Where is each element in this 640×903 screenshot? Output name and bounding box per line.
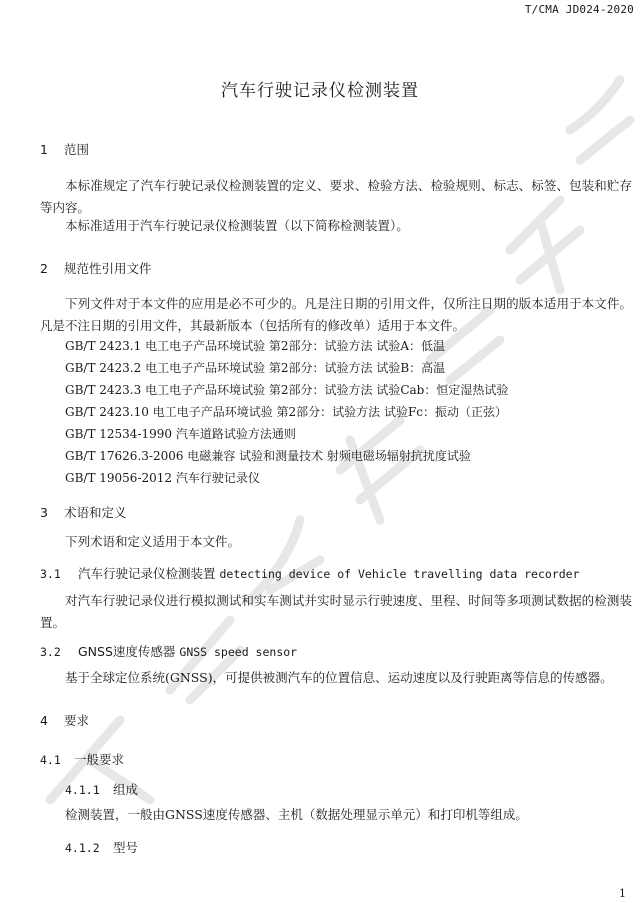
subsection-number: 4.1.1 <box>65 783 100 797</box>
term-title-en: GNSS speed sensor <box>179 645 298 659</box>
page-title: 汽车行驶记录仪检测装置 <box>221 81 419 101</box>
reference-item: GB/T 2423.1 电工电子产品环境试验 第2部分：试验方法 试验A：低温 <box>65 339 446 353</box>
reference-item: GB/T 2423.2 电工电子产品环境试验 第2部分：试验方法 试验B：高温 <box>65 361 446 375</box>
section-number: 4 <box>40 713 48 728</box>
page-number: 1 <box>619 887 626 900</box>
term-heading-3-1 <box>40 564 580 582</box>
reference-item: GB/T 17626.3-2006 电磁兼容 试验和测量技术 射频电磁场辐射抗扰度试验 <box>65 449 471 463</box>
section-heading-2 <box>40 259 152 277</box>
section-number: 3 <box>40 505 48 520</box>
reference-item: GB/T 19056-2012 汽车行驶记录仪 <box>65 471 260 485</box>
subsection-number: 4.1.2 <box>65 841 100 855</box>
term-title-cn: 汽车行驶记录仪检测装置 <box>78 566 216 581</box>
reference-item: GB/T 2423.3 电工电子产品环境试验 第2部分：试验方法 试验Cab：恒定湿热试验 <box>65 383 509 397</box>
section-number: 2 <box>40 261 48 276</box>
paragraph-terms-intro: 下列术语和定义适用于本文件。 <box>65 534 241 549</box>
section-title: 规范性引用文件 <box>64 261 152 276</box>
section-number: 1 <box>40 142 48 157</box>
section-heading-3 <box>40 503 127 521</box>
paragraph-scope-2: 本标准适用于汽车行驶记录仪检测装置（以下简称检测装置）。 <box>65 218 409 233</box>
term-definition-3-1: 对汽车行驶记录仪进行模拟测试和实车测试并实时显示行驶速度、里程、时间等多项测试数据的检测装置。 <box>40 593 632 630</box>
section-title: 术语和定义 <box>64 505 127 520</box>
paragraph-normative-intro: 下列文件对于本文件的应用是必不可少的。凡是注日期的引用文件，仅所注日期的版本适用于本文件。凡是不注日期的引用文件，其最新版本（包括所有的修改单）适用于本文件。 <box>40 296 632 333</box>
term-title-en: detecting device of Vehicle travelling data recorder <box>219 567 580 581</box>
reference-item: GB/T 12534-1990 汽车道路试验方法通则 <box>65 427 296 441</box>
term-title-cn: GNSS速度传感器 <box>78 644 176 659</box>
term-number: 3.2 <box>40 645 61 659</box>
paragraph-composition: 检测装置，一般由GNSS速度传感器、主机（数据处理显示单元）和打印机等组成。 <box>65 807 528 822</box>
section-title: 范围 <box>64 142 90 157</box>
subsection-heading-4-1-2 <box>65 838 138 856</box>
document-code: T/CMA JD024-2020 <box>524 3 634 16</box>
section-title: 要求 <box>64 713 90 728</box>
term-number: 3.1 <box>40 567 61 581</box>
subsection-title: 一般要求 <box>74 752 125 767</box>
subsection-heading-4-1-1 <box>65 780 138 798</box>
paragraph-scope-1: 本标准规定了汽车行驶记录仪检测装置的定义、要求、检验方法、检验规则、标志、标签、包装和贮存等内容。 <box>40 178 632 215</box>
term-heading-3-2 <box>40 642 297 660</box>
section-heading-4 <box>40 711 89 729</box>
subsection-heading-4-1 <box>40 750 124 768</box>
section-heading-1 <box>40 140 89 158</box>
subsection-number: 4.1 <box>40 753 61 767</box>
subsection-title: 型号 <box>113 840 139 855</box>
subsection-title: 组成 <box>113 782 139 797</box>
term-definition-3-2: 基于全球定位系统(GNSS)，可提供被测汽车的位置信息、运动速度以及行驶距离等信息的传感器。 <box>65 670 613 685</box>
reference-item: GB/T 2423.10 电工电子产品环境试验 第2部分：试验方法 试验Fc：振动（正弦） <box>65 405 508 419</box>
